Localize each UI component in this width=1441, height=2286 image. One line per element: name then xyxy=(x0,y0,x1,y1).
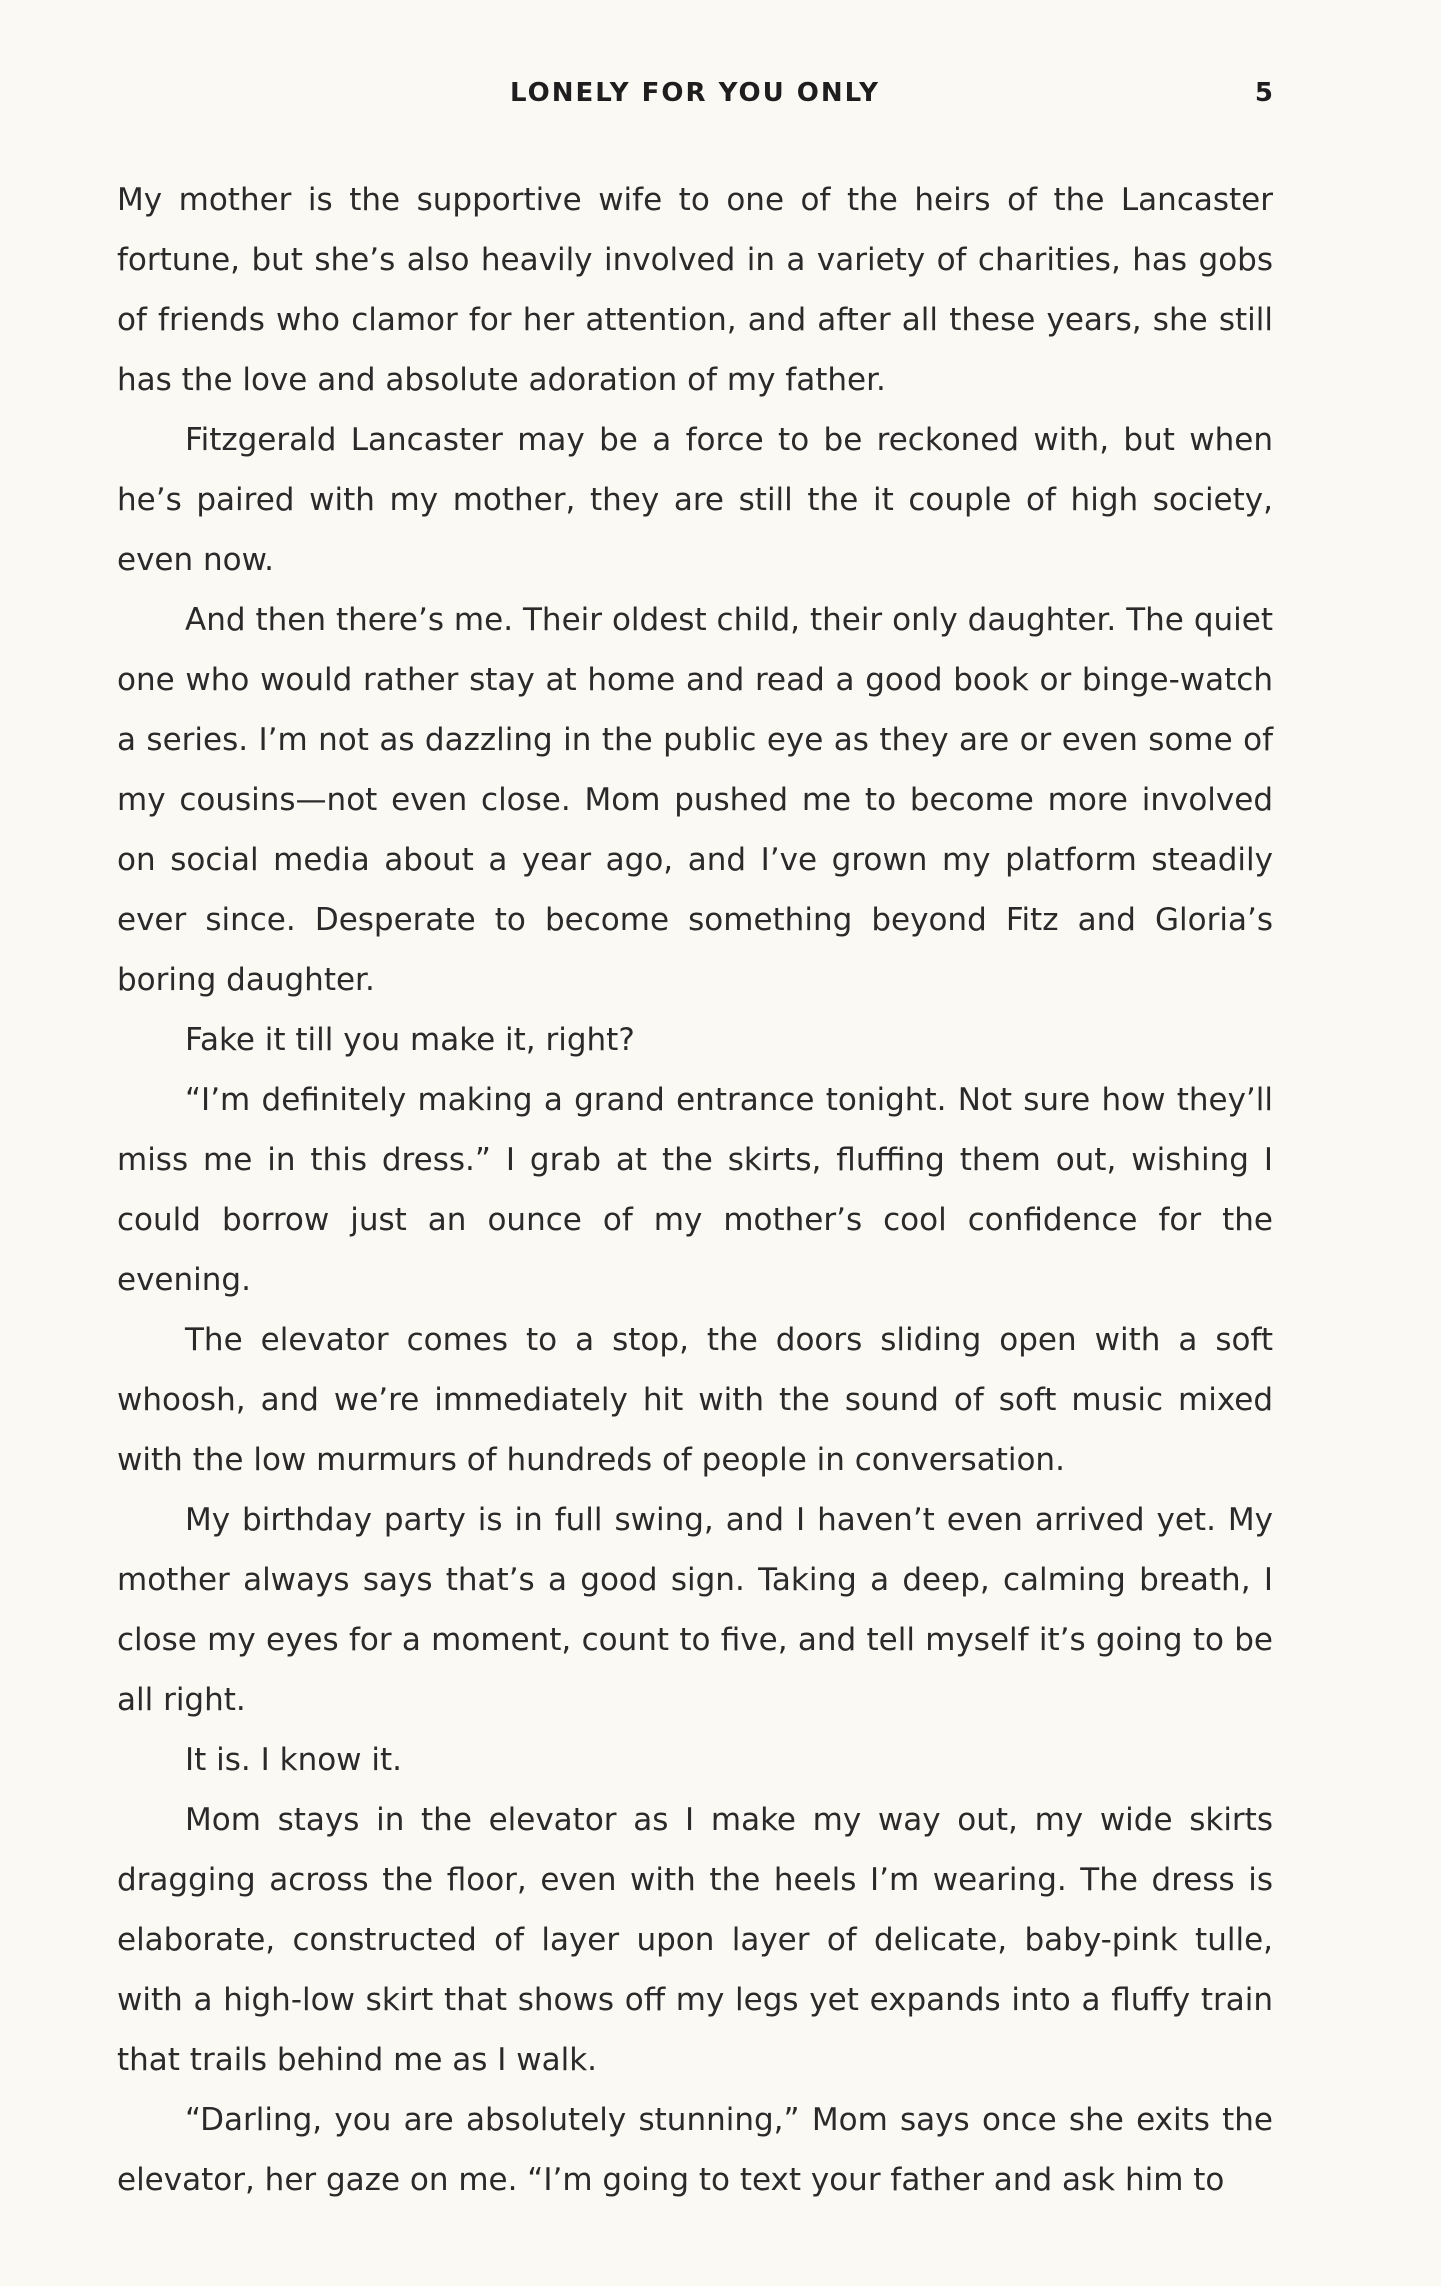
paragraph: And then there’s me. Their oldest child, their only daughter. The quiet one who would rather stay at home and read a good book or binge-watch a series. I’m not as dazzling in the public eye as they are or even some of my cousins—not even close. Mom pushed me to become more involved on social media about a year ago, and I’ve grown my platform steadily ever since. Desperate to become something beyond Fitz and Gloria’s boring daughter. xyxy=(117,602,1273,998)
paragraph: My birthday party is in full swing, and I haven’t even arrived yet. My mother always says that’s a good sign. Taking a deep, calming breath, I close my eyes for a moment, count to five, and tell myself it’s going to be all right. xyxy=(117,1502,1273,1718)
body-text xyxy=(117,170,1273,2210)
paragraph: It is. I know it. xyxy=(185,1742,403,1778)
paragraph: “I’m definitely making a grand entrance tonight. Not sure how they’ll miss me in this dress.” I grab at the skirts, fluffing them out, wishing I could borrow just an ounce of my mother’s cool confidence for the evening. xyxy=(117,1082,1273,1298)
paragraph: My mother is the supportive wife to one of the heirs of the Lancaster fortune, but she’s also heavily involved in a variety of charities, has gobs of friends who clamor for her attention, and after all these years, she still has the love and absolute adoration of my father. xyxy=(117,182,1273,398)
paragraph: Fitzgerald Lancaster may be a force to be reckoned with, but when he’s paired with my mother, they are still the it couple of high society, even now. xyxy=(117,422,1273,578)
paragraph: Mom stays in the elevator as I make my way out, my wide skirts dragging across the floor, even with the heels I’m wearing. The dress is elaborate, constructed of layer upon layer of delicate, baby-pink tulle, with a high-low skirt that shows off my legs yet expands into a fluffy train that trails behind me as I walk. xyxy=(117,1802,1273,2078)
paragraph: Fake it till you make it, right? xyxy=(185,1022,635,1058)
running-title: LONELY FOR YOU ONLY xyxy=(510,78,880,108)
page-number: 5 xyxy=(1254,78,1273,108)
paragraph: “Darling, you are absolutely stunning,” Mom says once she exits the elevator, her gaze on me. “I’m going to text your father and ask him to xyxy=(117,2102,1273,2198)
running-header xyxy=(117,78,1273,118)
paragraph: The elevator comes to a stop, the doors sliding open with a soft whoosh, and we’re immediately hit with the sound of soft music mixed with the low murmurs of hundreds of people in conversation. xyxy=(117,1322,1273,1478)
